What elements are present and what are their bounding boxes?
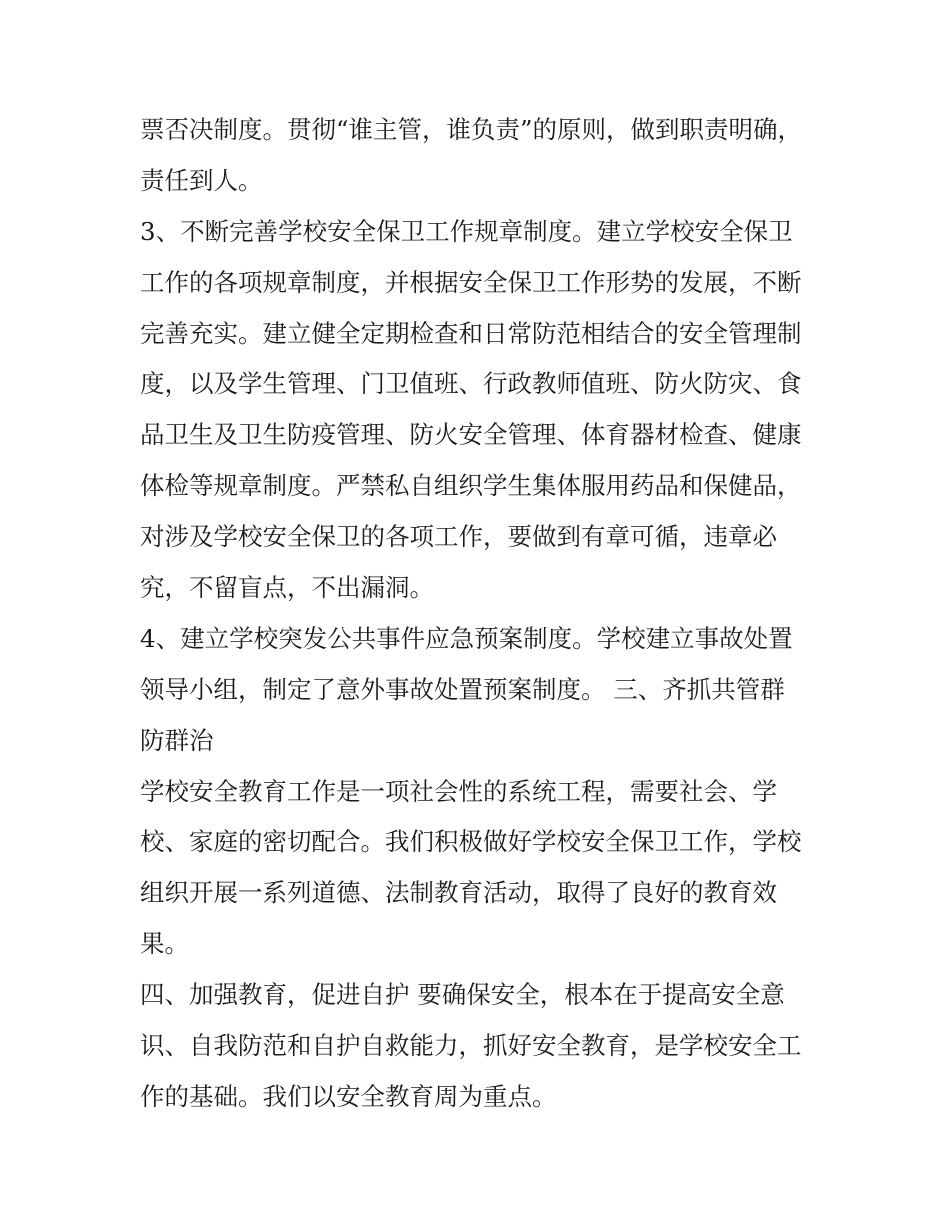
text-line-14: 学校安全教育工作是一项社会性的系统工程，需要社会、学 [140,776,777,806]
text-line-12: 领导小组，制定了意外事故处置预案制度。 三、齐抓共管群 [140,674,785,704]
text-line-4: 工作的各项规章制度，并根据安全保卫工作形势的发展，不断 [140,267,802,297]
text-line-8: 体检等规章制度。严禁私自组织学生集体服用药品和保健品， [140,471,802,501]
text-line-18: 四、加强教育，促进自护 要确保安全，根本在于提高安全意 [140,980,785,1010]
text-line-17: 果。 [140,929,189,959]
text-line-19: 识、自我防范和自护自救能力，抓好安全教育，是学校安全工 [140,1031,802,1061]
text-line-20: 作的基础。我们以安全教育周为重点。 [140,1081,557,1111]
text-line-9: 对涉及学校安全保卫的各项工作，要做到有章可循，违章必 [140,522,777,552]
text-line-1: 票否决制度。贯彻“谁主管，谁负责”的原则，做到职责明确， [140,115,803,144]
text-line-10: 究，不留盲点，不出漏洞。 [140,573,434,603]
text-line-7: 品卫生及卫生防疫管理、防火安全管理、体育器材检查、健康 [140,420,802,450]
text-line-11: 4、建立学校突发公共事件应急预案制度。学校建立事故处置 [140,623,793,653]
text-line-16: 组织开展一系列道德、法制教育活动，取得了良好的教育效 [140,878,777,908]
document-body [140,105,820,1123]
text-line-13: 防群治 [140,725,214,755]
text-line-2: 责任到人。 [140,165,263,195]
text-line-15: 校、家庭的密切配合。我们积极做好学校安全保卫工作，学校 [140,827,802,857]
text-line-3: 3、不断完善学校安全保卫工作规章制度。建立学校安全保卫 [140,216,793,246]
text-line-5: 完善充实。建立健全定期检查和日常防范相结合的安全管理制 [140,318,802,348]
text-line-6: 度，以及学生管理、门卫值班、行政教师值班、防火防灾、食 [140,369,802,399]
